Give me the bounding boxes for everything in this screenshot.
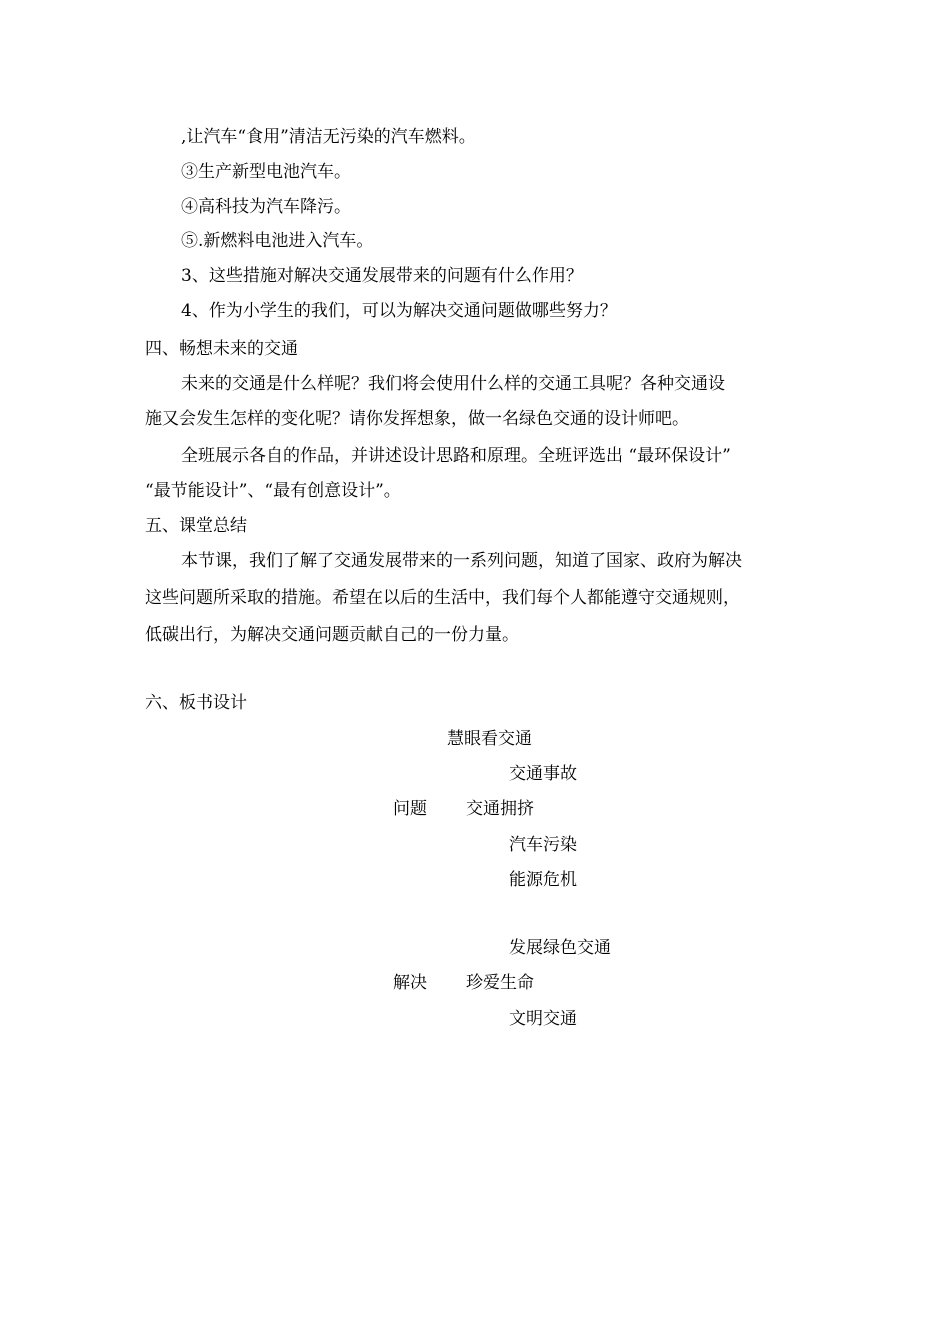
board-solution-item: 发展绿色交通 [509, 938, 611, 958]
paragraph-line: “最节能设计”、“最有创意设计”。 [145, 481, 401, 501]
question-item: 3、这些措施对解决交通发展带来的问题有什么作用？ [181, 266, 583, 286]
section-heading: 五、课堂总结 [145, 516, 247, 536]
paragraph-line: 本节课，我们了解了交通发展带来的一系列问题，知道了国家、政府为解决 [181, 551, 742, 571]
question-item: 4、作为小学生的我们，可以为解决交通问题做哪些努力？ [181, 301, 617, 321]
list-item: ⑤.新燃料电池进入汽车。 [181, 231, 374, 251]
board-problem-item: 交通事故 [509, 764, 577, 784]
board-title: 慧眼看交通 [447, 729, 532, 749]
board-problem-label: 问题 [393, 799, 427, 819]
paragraph-line: 施又会发生怎样的变化呢？请你发挥想象，做一名绿色交通的设计师吧。 [145, 409, 689, 429]
list-item: ③生产新型电池汽车。 [181, 162, 351, 182]
paragraph-line: ,让汽车“食用”清洁无污染的汽车燃料。 [181, 127, 476, 147]
paragraph-line: 未来的交通是什么样呢？我们将会使用什么样的交通工具呢？各种交通设 [181, 374, 725, 394]
board-solution-item: 珍爱生命 [466, 973, 534, 993]
paragraph-line: 全班展示各自的作品，并讲述设计思路和原理。全班评选出 “最环保设计” [181, 446, 731, 466]
board-problem-item: 汽车污染 [509, 835, 577, 855]
board-problem-item: 交通拥挤 [466, 799, 534, 819]
board-problem-item: 能源危机 [509, 870, 577, 890]
list-item: ④高科技为汽车降污。 [181, 197, 351, 217]
paragraph-line: 这些问题所采取的措施。希望在以后的生活中，我们每个人都能遵守交通规则， [145, 588, 740, 608]
section-heading: 四、畅想未来的交通 [145, 339, 298, 359]
section-heading: 六、板书设计 [145, 693, 247, 713]
board-solution-item: 文明交通 [509, 1009, 577, 1029]
paragraph-line: 低碳出行，为解决交通问题贡献自己的一份力量。 [145, 625, 519, 645]
board-solution-label: 解决 [393, 973, 427, 993]
